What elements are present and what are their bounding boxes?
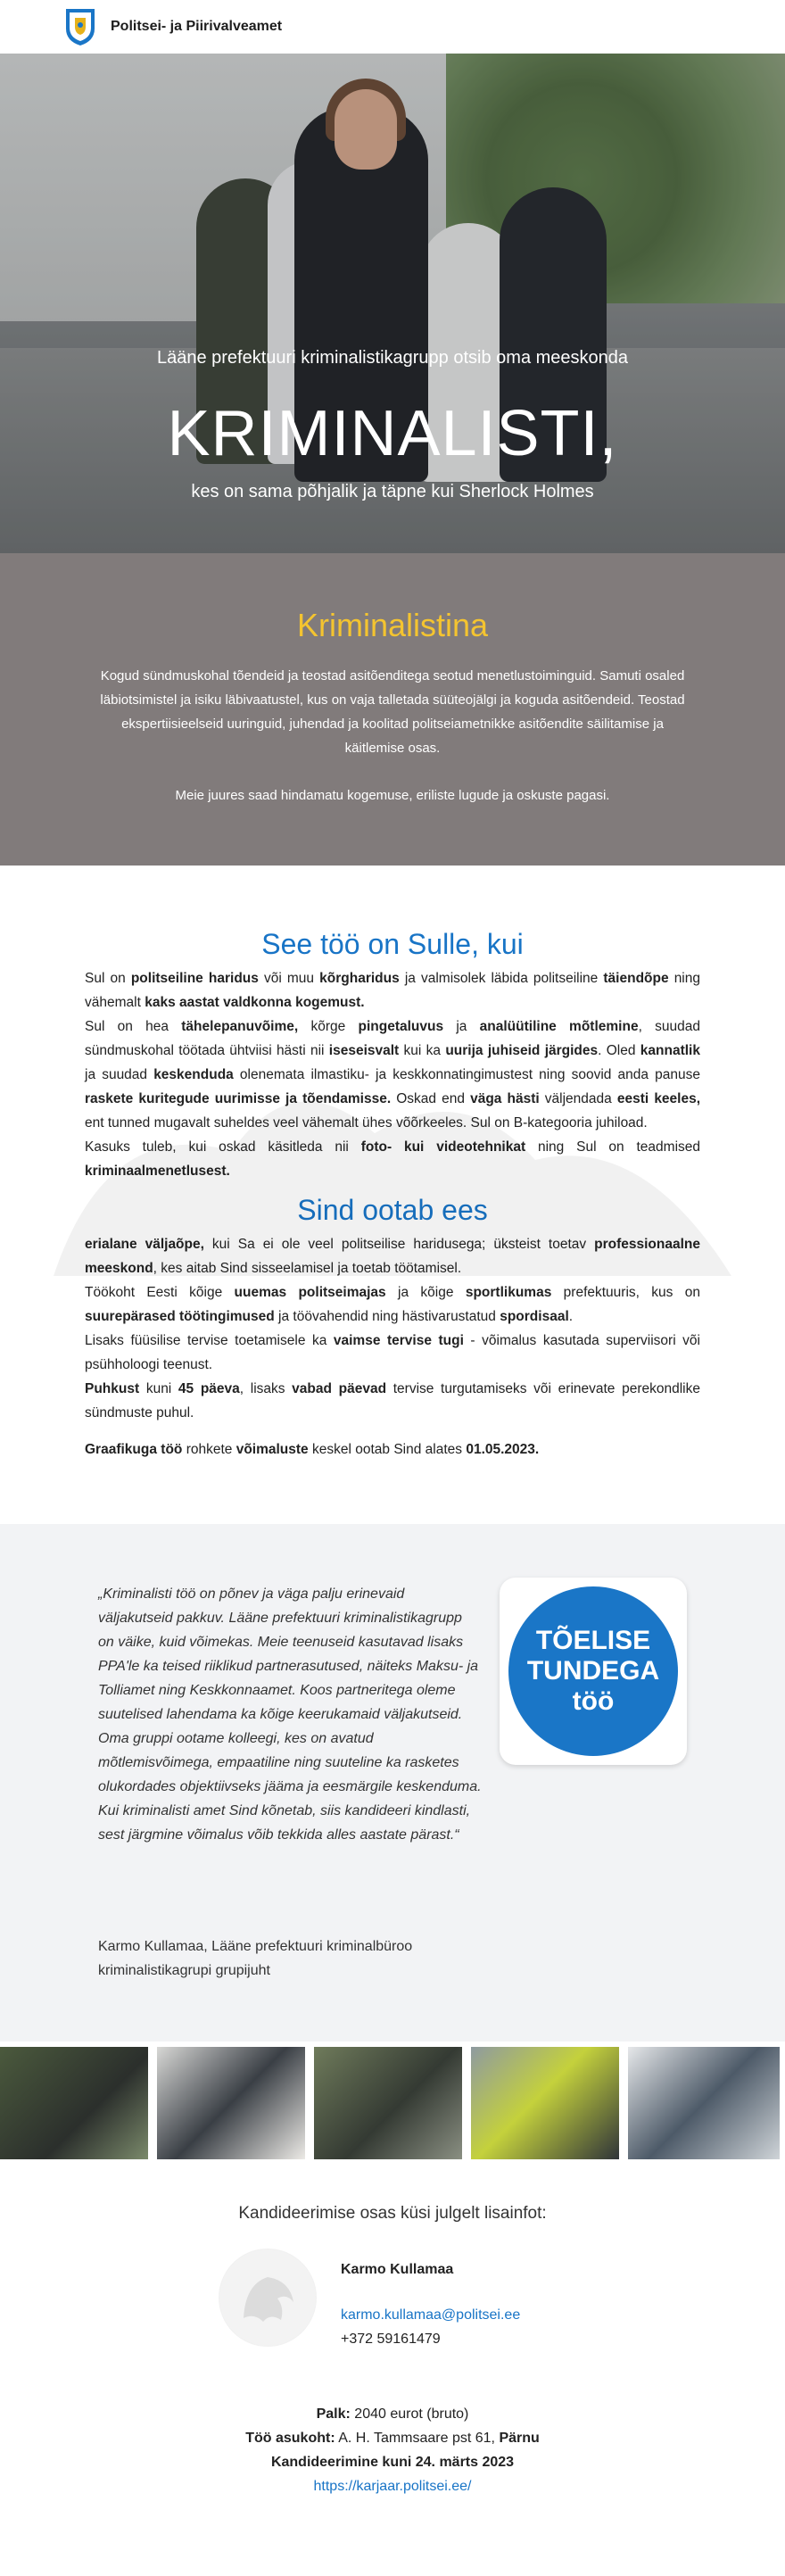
awaits-heading: Sind ootab ees <box>297 1194 488 1226</box>
ppa-shield-logo-icon[interactable] <box>62 7 98 46</box>
brand-name[interactable]: Politsei- ja Piirivalveamet <box>111 19 283 34</box>
hero-tagline: kes on sama põhjalik ja täpne kui Sherlock Holmes <box>191 482 594 501</box>
intro-paragraph-2: Meie juures saad hindamatu kogemuse, eriliste lugude ja oskuste pagasi. <box>175 788 610 803</box>
quote-text: „Kriminalisti töö on põnev ja väga palju erinevaid väljakutseid pakkuv. Lääne prefektuuri kriminalistikagrupp on väike, kuid võimekas. Meie teenuseid kasutavad lisaks PPA'le ka teised riiklikud partnerasutused, näiteks Maksu- ja Tolliamet ning Keskkonnaamet. Koos partneritega oleme suutelised lahendama ka kõige keerukamaid väljakutseid. Oma gruppi ootame kolleegi, kes on avatud mõtlemisvõimega, empaatiline ning suuteline ka rasketes olukordades objektiivseks jääma ja eesmärgile keskenduma. Kui kriminalisti amet Sind kõnetab, siis kandideeri kindlasti, sest järgmine võimalus võib tekkida alles aastate pärast.“ <box>98 1586 482 1843</box>
awaits-text: erialane väljaõpe, kui Sa ei ole veel politseilise haridusega; üksteist toetav professionaalne meeskond, kes aitab Sind sisseelamisel ja toetab töötamisel. Töökoht Eesti kõige uuemas politseimajas ja kõige sportlikumas prefektuuris, kus on suurepärased töötingimused ja töövahendid ning hästivarustatud spordisaal. Lisaks füüsilise tervise toetamisele ka vaimse tervise tugi - võimalus kasutada superviisori või psühholoogi teenust. Puhkust kuni 45 päeva, lisaks vabad päevad tervise turgutamiseks või erinevate perekondlike sündmuste puhul. Graafikuga töö rohkete võimaluste keskel ootab Sind alates 01.05.2023. <box>85 1237 700 1457</box>
quote-author: Karmo Kullamaa, Lääne prefektuuri kriminalbüroo kriminalistikagrupi grupijuht <box>98 1939 413 1978</box>
contact-ask: Kandideerimise osas küsi julgelt lisainfot: <box>238 2204 547 2223</box>
job-facts <box>0 2402 785 2498</box>
toelise-tundega-too-badge <box>500 1578 687 1765</box>
photo-officers-outdoor <box>314 2047 462 2159</box>
photo-police-dog <box>0 2047 148 2159</box>
job-details-section <box>0 866 785 1524</box>
hero-banner <box>0 54 785 553</box>
contact-section <box>0 2159 785 2570</box>
intro-paragraph: Kogud sündmuskohal tõendeid ja teostad asitõenditega seotud menetlustoiminguid. Samuti osaled läbiotsimistel ja isiku läbivaatustel, kus on vaja talletada süüteojälgi ja koguda asitõendeid. Teostad ekspertiisieelseid uuringuid, juhendad ja koolitad politseiametnikke asitõendite säilitamise ja käitlemise osas. <box>100 668 685 756</box>
salary-line: Palk: 2040 eurot (bruto) <box>316 2406 469 2422</box>
contact-name: Karmo Kullamaa <box>341 2262 454 2277</box>
location-line: Töö asukoht: A. H. Tammsaare pst 61, Pärnu <box>245 2431 540 2446</box>
quote-section <box>0 1524 785 2042</box>
photo-patrol-officers <box>471 2047 619 2159</box>
photo-team-group <box>157 2047 305 2159</box>
hero-title: KRIMINALISTI, <box>167 398 618 469</box>
site-header <box>0 0 785 54</box>
badge-line-3: töö <box>572 1686 615 1716</box>
career-link[interactable]: https://karjaar.politsei.ee/ <box>313 2479 472 2494</box>
photo-strip <box>0 2042 785 2159</box>
for-you-text: Sul on politseiline haridus või muu kõrgharidus ja valmisolek läbida politseiline täiendõpe ning vähemalt kaks aastat valdkonna kogemust. Sul on hea tähelepanuvõime, kõrge pingetaluvus ja analüütiline mõtlemine, suudad sündmuskohal töötada ühtviisi hästi nii iseseisvalt kui ka uurija juhiseid järgides. Oled kannatlik ja suudad keskenduda olenemata ilmastiku- ja keskkonnatingimustest ning soovid anda panuse raskete kuritegude uurimisse ja tõendamisse. Oskad end väga hästi väljendada eesti keeles, ent tunned mugavalt suheldes veel vähemalt ühes võõrkeeles. Sul on B-kategooria juhiload. Kasuks tuleb, kui oskad käsitleda nii foto- kui videotehnikat ning Sul on teadmised kriminaalmenetlusest. <box>85 971 701 1179</box>
for-you-heading: See töö on Sulle, kui <box>261 928 524 960</box>
intro-heading: Kriminalistina <box>296 607 489 643</box>
badge-circle <box>508 1586 678 1756</box>
badge-line-1: TÕELISE <box>535 1626 651 1655</box>
photo-helicopter-pilot <box>628 2047 780 2159</box>
contact-phone[interactable]: +372 59161479 <box>341 2332 441 2347</box>
deadline-line: Kandideerimine kuni 24. märts 2023 <box>270 2455 515 2470</box>
hero-overlay <box>0 54 785 553</box>
hero-subtitle: Lääne prefektuuri kriminalistikagrupp otsib oma meeskonda <box>156 348 629 368</box>
contact-info <box>341 2257 520 2351</box>
intro-section <box>0 553 785 866</box>
lion-emblem-icon <box>219 2249 317 2347</box>
badge-line-2: TUNDEGA <box>526 1656 660 1686</box>
contact-email-link[interactable]: karmo.kullamaa@politsei.ee <box>341 2307 521 2323</box>
